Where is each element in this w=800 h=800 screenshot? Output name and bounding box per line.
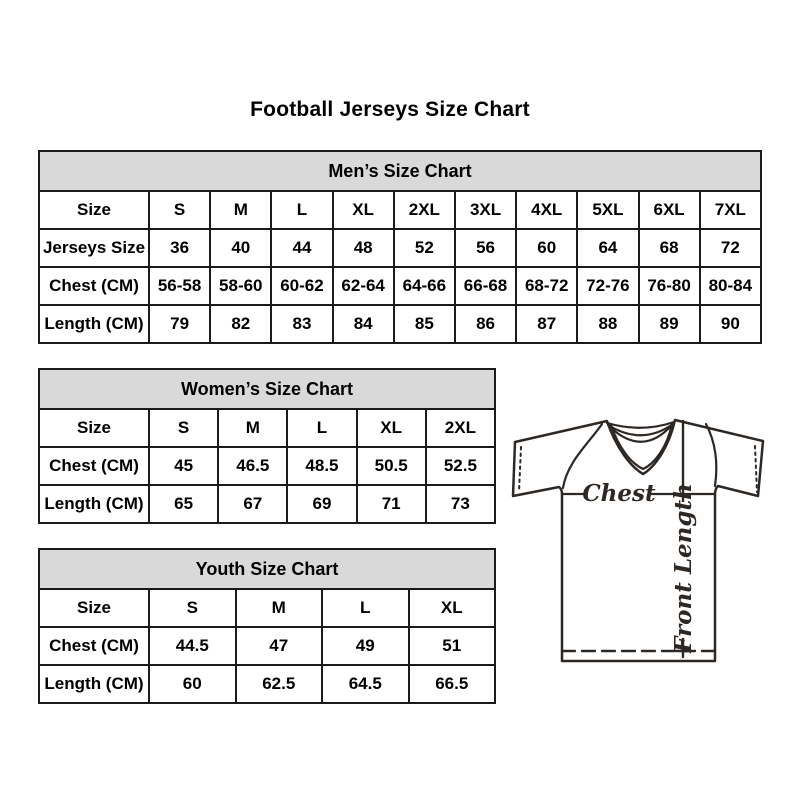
column-header-s: S <box>149 409 218 447</box>
column-header-s: S <box>149 191 210 229</box>
table-row <box>39 485 495 523</box>
page-title: Football Jerseys Size Chart <box>250 98 530 121</box>
table-cell: 60 <box>516 229 577 267</box>
table-cell: 52.5 <box>426 447 495 485</box>
table-cell: 88 <box>577 305 638 343</box>
table-row <box>39 447 495 485</box>
table-cell: 68 <box>639 229 700 267</box>
table-title: Women’s Size Chart <box>39 369 495 409</box>
table-cell: 71 <box>357 485 426 523</box>
table-cell: 46.5 <box>218 447 287 485</box>
column-header-l: L <box>271 191 332 229</box>
table-cell: 52 <box>394 229 455 267</box>
womens-size-chart-table <box>38 368 496 524</box>
table-cell: 40 <box>210 229 271 267</box>
column-header-row <box>39 409 495 447</box>
table-cell: 60 <box>149 665 236 703</box>
table-cell: 49 <box>322 627 409 665</box>
table-cell: 44.5 <box>149 627 236 665</box>
column-header-m: M <box>218 409 287 447</box>
table-cell: 80-84 <box>700 267 761 305</box>
table-cell: 66-68 <box>455 267 516 305</box>
table-cell: 73 <box>426 485 495 523</box>
table-cell: 56 <box>455 229 516 267</box>
table-cell: 58-60 <box>210 267 271 305</box>
jersey-outline <box>513 420 763 661</box>
column-header-xl: XL <box>409 589 496 627</box>
table-cell: 90 <box>700 305 761 343</box>
row-label: Chest (CM) <box>39 627 149 665</box>
table-cell: 48.5 <box>287 447 356 485</box>
table-cell: 82 <box>210 305 271 343</box>
row-label: Chest (CM) <box>39 447 149 485</box>
table-cell: 76-80 <box>639 267 700 305</box>
column-header-size: Size <box>39 191 149 229</box>
table-cell: 69 <box>287 485 356 523</box>
table-cell: 66.5 <box>409 665 496 703</box>
youth-size-chart-table <box>38 548 496 704</box>
table-cell: 72 <box>700 229 761 267</box>
row-label: Jerseys Size <box>39 229 149 267</box>
table-cell: 64.5 <box>322 665 409 703</box>
row-label: Length (CM) <box>39 485 149 523</box>
column-header-s: S <box>149 589 236 627</box>
row-label: Length (CM) <box>39 305 149 343</box>
mens-size-chart-section <box>38 150 762 344</box>
column-header-m: M <box>210 191 271 229</box>
table-cell: 51 <box>409 627 496 665</box>
table-cell: 48 <box>333 229 394 267</box>
jersey-diagram-svg <box>505 410 775 670</box>
table-cell: 64 <box>577 229 638 267</box>
row-label: Chest (CM) <box>39 267 149 305</box>
row-label: Length (CM) <box>39 665 149 703</box>
column-header-5xl: 5XL <box>577 191 638 229</box>
table-cell: 62-64 <box>333 267 394 305</box>
column-header-4xl: 4XL <box>516 191 577 229</box>
table-row <box>39 229 761 267</box>
table-cell: 67 <box>218 485 287 523</box>
table-cell: 64-66 <box>394 267 455 305</box>
column-header-row <box>39 191 761 229</box>
table-cell: 79 <box>149 305 210 343</box>
table-row <box>39 267 761 305</box>
column-header-xl: XL <box>357 409 426 447</box>
table-cell: 65 <box>149 485 218 523</box>
mens-size-chart-table <box>38 150 762 344</box>
table-cell: 47 <box>236 627 323 665</box>
table-cell: 86 <box>455 305 516 343</box>
column-header-3xl: 3XL <box>455 191 516 229</box>
table-cell: 72-76 <box>577 267 638 305</box>
table-row <box>39 627 495 665</box>
youth-size-chart-section <box>38 548 496 704</box>
column-header-6xl: 6XL <box>639 191 700 229</box>
table-cell: 44 <box>271 229 332 267</box>
column-header-xl: XL <box>333 191 394 229</box>
table-title-row <box>39 549 495 589</box>
table-cell: 68-72 <box>516 267 577 305</box>
table-row <box>39 665 495 703</box>
column-header-row <box>39 589 495 627</box>
table-cell: 36 <box>149 229 210 267</box>
table-title: Men’s Size Chart <box>39 151 761 191</box>
table-title-row <box>39 151 761 191</box>
table-cell: 83 <box>271 305 332 343</box>
chest-label: Chest <box>582 480 656 507</box>
table-cell: 85 <box>394 305 455 343</box>
table-title: Youth Size Chart <box>39 549 495 589</box>
table-cell: 50.5 <box>357 447 426 485</box>
jersey-measurement-diagram <box>505 410 775 670</box>
column-header-2xl: 2XL <box>394 191 455 229</box>
table-row <box>39 305 761 343</box>
column-header-l: L <box>322 589 409 627</box>
column-header-7xl: 7XL <box>700 191 761 229</box>
table-cell: 84 <box>333 305 394 343</box>
column-header-2xl: 2XL <box>426 409 495 447</box>
column-header-size: Size <box>39 409 149 447</box>
table-cell: 89 <box>639 305 700 343</box>
column-header-size: Size <box>39 589 149 627</box>
table-cell: 87 <box>516 305 577 343</box>
column-header-m: M <box>236 589 323 627</box>
table-cell: 56-58 <box>149 267 210 305</box>
table-cell: 45 <box>149 447 218 485</box>
table-title-row <box>39 369 495 409</box>
table-cell: 62.5 <box>236 665 323 703</box>
front-length-label: Front Length <box>670 483 697 653</box>
womens-size-chart-section <box>38 368 496 524</box>
table-cell: 60-62 <box>271 267 332 305</box>
column-header-l: L <box>287 409 356 447</box>
